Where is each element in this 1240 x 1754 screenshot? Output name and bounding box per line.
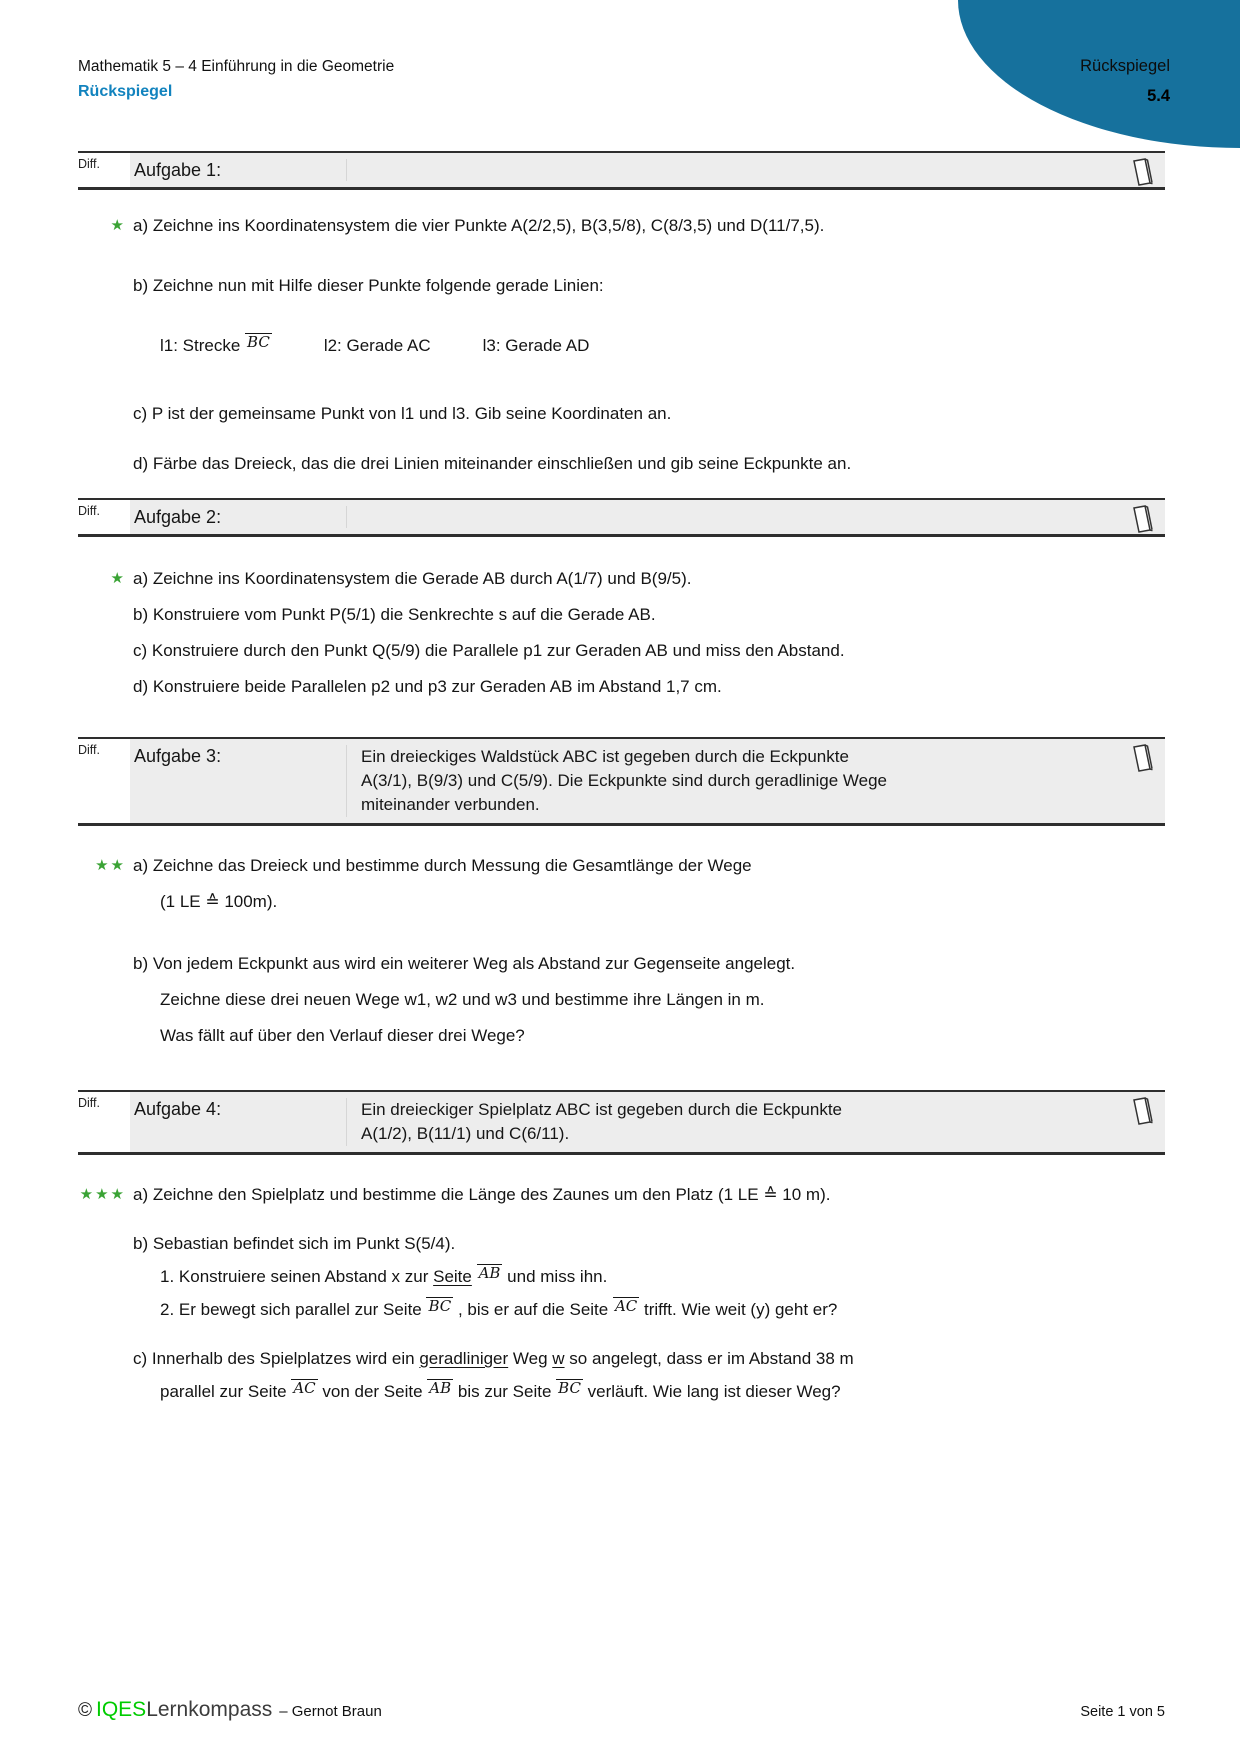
pages-icon — [1129, 157, 1155, 192]
overlined-segment-label: AC — [614, 1297, 638, 1315]
text-segment: l1: Strecke — [160, 336, 246, 355]
task-text-line — [78, 402, 1165, 426]
task1-description — [346, 159, 1113, 181]
task-text-line — [78, 214, 1165, 238]
overlined-segment-label: AB — [429, 1379, 452, 1397]
doc-subtitle: Rückspiegel — [78, 83, 173, 100]
text-segment: c) Innerhalb des Spielplatzes wird ein — [133, 1349, 420, 1368]
text-segment: Zeichne diese drei neuen Wege w1, w2 und w3 und bestimme ihre Längen in m. — [160, 990, 765, 1009]
text-segment: a) Zeichne ins Koordinatensystem die Gerade AB durch A(1/7) und B(9/5). — [133, 569, 692, 588]
task-text-line — [78, 890, 1165, 914]
text-segment: c) Konstruiere durch den Punkt Q(5/9) die Parallele p1 zur Geraden AB und miss den Abstand. — [133, 641, 845, 660]
task2-description — [346, 506, 1113, 528]
text-segment: trifft. Wie weit (y) geht er? — [639, 1300, 838, 1319]
text-segment: Seite — [433, 1267, 472, 1286]
text-segment: w — [552, 1349, 565, 1368]
task3-header-bar — [78, 737, 1165, 826]
task-text-line — [78, 1183, 1165, 1207]
overlined-segment-label: BC — [558, 1379, 581, 1397]
brand-lernkompass: Lernkompass — [146, 1698, 273, 1721]
page-content — [78, 0, 1165, 1423]
text-segment: , bis er auf die Seite — [453, 1300, 613, 1319]
task3-body — [78, 826, 1165, 1090]
task4-body — [78, 1155, 1165, 1423]
text-segment: und miss ihn. — [502, 1267, 608, 1286]
text-segment: d) Färbe das Dreieck, das die drei Linien miteinander einschließen und gib seine Eckpunkte an. — [133, 454, 852, 473]
task-desc-line: miteinander verbunden. — [361, 795, 540, 814]
diff-label: Diff. — [78, 153, 130, 187]
corner-number: 5.4 — [1147, 87, 1170, 105]
text-segment: a) Zeichne das Dreieck und bestimme durch Messung die Gesamtlänge der Wege — [133, 856, 752, 875]
course-title: Mathematik 5 – 4 Einführung in die Geometrie — [78, 58, 395, 75]
difficulty-stars: ★★★ — [79, 1186, 126, 1203]
text-segment: so angelegt, dass er im Abstand 38 m — [564, 1349, 854, 1368]
task4-title: Aufgabe 4: — [134, 1099, 222, 1119]
text-segment: d) Konstruiere beide Parallelen p2 und p3 zur Geraden AB im Abstand 1,7 cm. — [133, 677, 722, 696]
text-segment: bis zur Seite — [453, 1382, 557, 1401]
diff-label: Diff. — [78, 1092, 130, 1152]
task3-bar-main — [130, 739, 1165, 823]
text-segment: b) Von jedem Eckpunkt aus wird ein weiterer Weg als Abstand zur Gegenseite angelegt. — [133, 954, 796, 973]
text-segment: verläuft. Wie lang ist dieser Weg? — [582, 1382, 841, 1401]
difficulty-stars: ★★ — [95, 857, 126, 874]
text-segment: l2: Gerade AC — [323, 336, 431, 355]
task-text-line — [78, 274, 1165, 298]
text-segment: 1. Konstruiere seinen Abstand x zur — [160, 1267, 434, 1286]
text-segment: a) Zeichne ins Koordinatensystem die vier Punkte A(2/2,5), B(3,5/8), C(8/3,5) und D(11/7,5). — [133, 216, 825, 235]
text-segment: von der Seite — [317, 1382, 428, 1401]
text-segment: a) Zeichne den Spielplatz und bestimme die Länge des Zaunes um den Platz (1 LE ≙ 10 m). — [133, 1185, 831, 1204]
task-section-2 — [78, 498, 1165, 737]
text-segment: parallel zur Seite — [160, 1382, 292, 1401]
page-number: Seite 1 von 5 — [1080, 1704, 1165, 1720]
publisher-logo — [78, 1698, 382, 1722]
pages-icon — [1129, 504, 1155, 539]
difficulty-stars: ★ — [110, 217, 126, 234]
task1-header-bar — [78, 151, 1165, 190]
author-byline: – Gernot Braun — [279, 1703, 382, 1720]
task-section-4 — [78, 1090, 1165, 1423]
pages-icon — [1129, 1096, 1155, 1131]
task2-body — [78, 537, 1165, 737]
task-text-line — [78, 639, 1165, 663]
task4-description — [346, 1098, 1113, 1146]
task-text-line — [78, 334, 1165, 358]
task-text-line — [78, 452, 1165, 476]
text-segment: (1 LE ≙ 100m). — [160, 892, 278, 911]
overlined-segment-label: AB — [478, 1264, 501, 1282]
task-text-line — [78, 1347, 1165, 1371]
text-segment: Was fällt auf über den Verlauf dieser drei Wege? — [160, 1026, 525, 1045]
task-desc-line: Ein dreieckiges Waldstück ABC ist gegeben durch die Eckpunkte — [361, 747, 849, 766]
task4-header-bar — [78, 1090, 1165, 1155]
page-footer — [78, 1698, 1165, 1722]
task-text-line — [78, 854, 1165, 878]
task-text-line — [78, 952, 1165, 976]
task1-bar-main — [130, 153, 1165, 187]
text-segment: Weg — [508, 1349, 553, 1368]
task-desc-line: A(1/2), B(11/1) und C(6/11). — [361, 1124, 570, 1143]
task2-title: Aufgabe 2: — [134, 507, 222, 527]
document-header — [78, 0, 1165, 101]
text-segment: geradliniger — [419, 1349, 509, 1368]
task-text-line — [78, 1380, 1165, 1404]
overlined-segment-label: BC — [247, 333, 270, 351]
overlined-segment-label: AC — [293, 1379, 316, 1397]
task-text-line — [78, 567, 1165, 591]
text-segment: c) P ist der gemeinsame Punkt von l1 und l3. Gib seine Koordinaten an. — [133, 404, 672, 423]
task-text-line — [78, 1298, 1165, 1322]
task2-bar-main — [130, 500, 1165, 534]
difficulty-stars: ★ — [110, 570, 126, 587]
text-segment: 2. Er bewegt sich parallel zur Seite — [160, 1300, 427, 1319]
diff-label: Diff. — [78, 739, 130, 823]
task1-body — [78, 190, 1165, 498]
task-text-line — [78, 1024, 1165, 1048]
task-section-3 — [78, 737, 1165, 1090]
task1-title: Aufgabe 1: — [134, 160, 222, 180]
task3-description — [346, 745, 1113, 817]
task-text-line — [78, 675, 1165, 699]
pages-icon — [1129, 743, 1155, 778]
task2-header-bar — [78, 498, 1165, 537]
brand-iqes: IQES — [96, 1698, 147, 1721]
copyright-icon: © — [78, 1700, 92, 1721]
task-section-1 — [78, 151, 1165, 498]
task-text-line — [78, 988, 1165, 1012]
text-segment: b) Sebastian befindet sich im Punkt S(5/4). — [133, 1234, 456, 1253]
task-desc-line: Ein dreieckiger Spielplatz ABC ist gegeben durch die Eckpunkte — [361, 1100, 843, 1119]
task-text-line — [78, 1232, 1165, 1256]
task4-bar-main — [130, 1092, 1165, 1152]
task-desc-line: A(3/1), B(9/3) und C(5/9). Die Eckpunkte sind durch geradlinige Wege — [361, 771, 888, 790]
text-segment: l3: Gerade AD — [482, 336, 590, 355]
corner-label: Rückspiegel — [1080, 57, 1170, 75]
overlined-segment-label: BC — [428, 1297, 452, 1315]
text-segment: b) Zeichne nun mit Hilfe dieser Punkte folgende gerade Linien: — [133, 276, 604, 295]
diff-label: Diff. — [78, 500, 130, 534]
task3-title: Aufgabe 3: — [134, 746, 222, 766]
task-text-line — [78, 603, 1165, 627]
text-segment: b) Konstruiere vom Punkt P(5/1) die Senkrechte s auf die Gerade AB. — [133, 605, 656, 624]
task-text-line — [78, 1265, 1165, 1289]
